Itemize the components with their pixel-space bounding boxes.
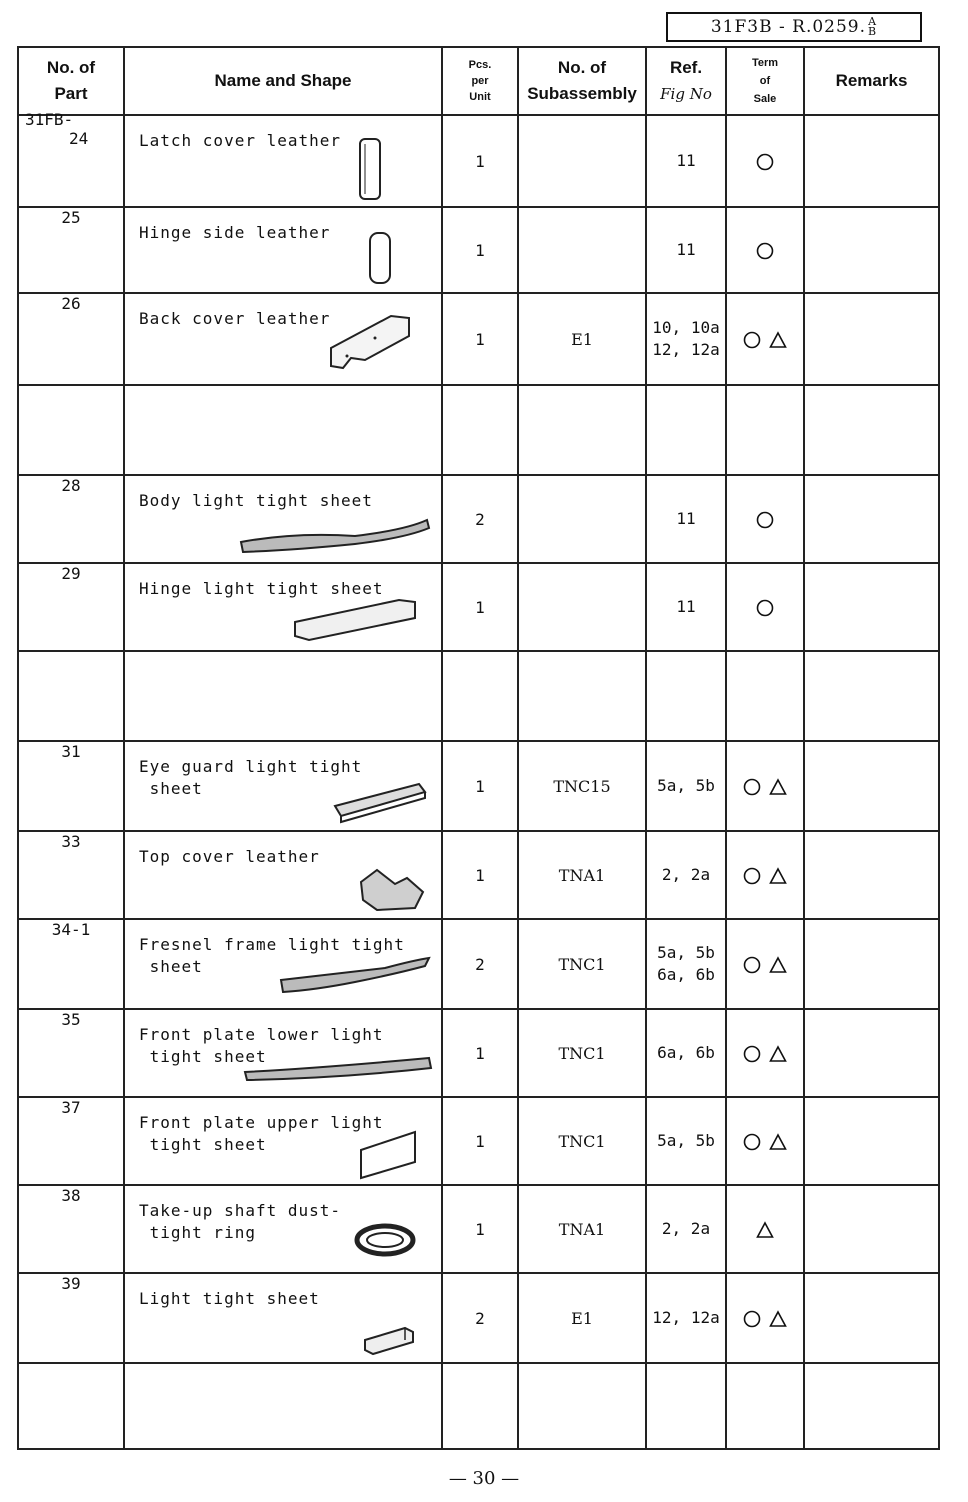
ref-fig-value: 11 xyxy=(676,151,696,170)
ref-fig-cell xyxy=(646,385,726,475)
pcs-per-unit-cell: 2 xyxy=(442,919,518,1009)
name-shape-cell xyxy=(124,475,442,563)
ref-fig-cell xyxy=(646,115,726,207)
term-of-sale-cell xyxy=(726,293,804,385)
part-number: 28 xyxy=(61,476,81,495)
remarks-cell xyxy=(804,293,939,385)
name-shape-cell xyxy=(124,651,442,741)
subassembly-cell: TNC1 xyxy=(518,1097,646,1185)
name-shape-cell xyxy=(124,115,442,207)
term-of-sale-cell xyxy=(726,919,804,1009)
part-number-cell xyxy=(18,1009,124,1097)
term-of-sale-cell xyxy=(726,385,804,475)
part-number: 26 xyxy=(61,294,81,313)
name-shape-cell xyxy=(124,207,442,293)
part-number-cell xyxy=(18,475,124,563)
ref-fig-cell xyxy=(646,1185,726,1273)
triangle-symbol-icon xyxy=(769,1310,787,1328)
part-number-cell xyxy=(18,110,124,207)
subassembly-cell: TNA1 xyxy=(518,831,646,919)
remarks-cell xyxy=(804,1363,939,1449)
light-tight-sheet-image xyxy=(361,1320,425,1360)
hinge-light-tight-sheet-image xyxy=(289,594,421,646)
remarks-cell xyxy=(804,1097,939,1185)
circle-symbol-icon xyxy=(756,599,774,617)
ref-fig-value: 11 xyxy=(676,240,696,259)
part-number: 35 xyxy=(61,1010,81,1029)
pcs-per-unit-cell xyxy=(442,1363,518,1449)
subassembly-cell: TNC1 xyxy=(518,919,646,1009)
table-row xyxy=(18,115,939,207)
ref-fig-value: 12, 12a xyxy=(652,1308,720,1327)
pcs-per-unit-cell: 1 xyxy=(442,741,518,831)
part-number: 25 xyxy=(61,208,81,227)
revision-marker: A B xyxy=(868,15,878,38)
table-row xyxy=(18,207,939,293)
part-number: 33 xyxy=(61,832,81,851)
part-number-cell xyxy=(18,293,124,385)
subassembly-cell xyxy=(518,207,646,293)
subassembly-cell: TNA1 xyxy=(518,1185,646,1273)
part-number: 34-1 xyxy=(51,920,91,939)
table-row xyxy=(18,651,939,741)
part-number-cell xyxy=(18,385,124,475)
name-shape-cell xyxy=(124,1363,442,1449)
table-row xyxy=(18,475,939,563)
front-plate-lower-sheet-image xyxy=(241,1050,437,1090)
part-number-cell xyxy=(18,1363,124,1449)
circle-symbol-icon xyxy=(756,153,774,171)
header-term-of-sale: Term of Sale xyxy=(726,47,804,115)
header-part-no: No. of Part xyxy=(18,47,124,115)
term-of-sale-cell xyxy=(726,563,804,651)
subassembly-cell xyxy=(518,1363,646,1449)
name-shape-cell xyxy=(124,385,442,475)
parts-list-table xyxy=(17,46,940,1450)
pcs-per-unit-cell: 1 xyxy=(442,1185,518,1273)
pcs-per-unit-cell: 1 xyxy=(442,831,518,919)
table-row xyxy=(18,741,939,831)
name-shape-cell xyxy=(124,741,442,831)
part-name: Top cover leather xyxy=(139,847,320,866)
pcs-per-unit-cell: 1 xyxy=(442,563,518,651)
ref-fig-value: 10, 10a 12, 12a xyxy=(652,318,720,359)
latch-cover-leather-image xyxy=(355,136,385,202)
ref-fig-cell xyxy=(646,293,726,385)
body-light-tight-sheet-image xyxy=(235,512,435,554)
pcs-per-unit-cell: 2 xyxy=(442,1273,518,1363)
remarks-cell xyxy=(804,741,939,831)
ref-fig-cell xyxy=(646,1273,726,1363)
table-row xyxy=(18,385,939,475)
ref-fig-value: 5a, 5b xyxy=(657,1131,715,1150)
hinge-side-leather-image xyxy=(365,228,395,288)
ref-fig-value: 11 xyxy=(676,597,696,616)
subassembly-cell: E1 xyxy=(518,1273,646,1363)
ref-fig-cell xyxy=(646,651,726,741)
pcs-per-unit-cell: 1 xyxy=(442,207,518,293)
name-shape-cell xyxy=(124,919,442,1009)
triangle-symbol-icon xyxy=(769,331,787,349)
page-number: — 30 — xyxy=(448,1468,520,1489)
part-name: Latch cover leather xyxy=(139,131,342,150)
remarks-cell xyxy=(804,919,939,1009)
remarks-cell xyxy=(804,651,939,741)
triangle-symbol-icon xyxy=(769,867,787,885)
circle-symbol-icon xyxy=(756,242,774,260)
name-shape-cell xyxy=(124,1185,442,1273)
triangle-symbol-icon xyxy=(769,1045,787,1063)
remarks-cell xyxy=(804,475,939,563)
ref-fig-cell xyxy=(646,919,726,1009)
circle-symbol-icon xyxy=(743,956,761,974)
subassembly-cell xyxy=(518,563,646,651)
remarks-cell xyxy=(804,1273,939,1363)
table-row xyxy=(18,919,939,1009)
subassembly-cell: E1 xyxy=(518,293,646,385)
ref-fig-value: 2, 2a xyxy=(661,1219,711,1238)
pcs-per-unit-cell: 1 xyxy=(442,1097,518,1185)
part-name: Front plate upper light tight sheet xyxy=(139,1113,384,1154)
remarks-cell xyxy=(804,1185,939,1273)
circle-symbol-icon xyxy=(756,511,774,529)
term-of-sale-cell xyxy=(726,1097,804,1185)
pcs-per-unit-cell: 1 xyxy=(442,1009,518,1097)
table-row xyxy=(18,293,939,385)
document-reference-box xyxy=(666,12,922,42)
term-of-sale-cell xyxy=(726,741,804,831)
remarks-cell xyxy=(804,1009,939,1097)
pcs-per-unit-cell: 1 xyxy=(442,115,518,207)
circle-symbol-icon xyxy=(743,867,761,885)
circle-symbol-icon xyxy=(743,778,761,796)
table-row xyxy=(18,563,939,651)
table-row xyxy=(18,1009,939,1097)
part-number: 31 xyxy=(61,742,81,761)
remarks-cell xyxy=(804,563,939,651)
triangle-symbol-icon xyxy=(769,1133,787,1151)
header-ref: Ref. Fig No xyxy=(646,47,726,115)
table-row xyxy=(18,1363,939,1449)
part-prefix: 31FB- xyxy=(25,110,74,129)
remarks-cell xyxy=(804,207,939,293)
circle-symbol-icon xyxy=(743,1045,761,1063)
triangle-symbol-icon xyxy=(756,1221,774,1239)
ref-fig-cell xyxy=(646,475,726,563)
part-name: Fresnel frame light tight sheet xyxy=(139,935,405,976)
header-pcs-per-unit: Pcs. per Unit xyxy=(442,47,518,115)
subassembly-cell xyxy=(518,651,646,741)
table-row xyxy=(18,1097,939,1185)
ref-fig-value: 5a, 5b xyxy=(657,776,715,795)
part-number-cell xyxy=(18,741,124,831)
subassembly-cell: TNC1 xyxy=(518,1009,646,1097)
ref-fig-value: 2, 2a xyxy=(661,865,711,884)
term-of-sale-cell xyxy=(726,651,804,741)
name-shape-cell xyxy=(124,1097,442,1185)
top-cover-leather-image xyxy=(355,862,429,918)
circle-symbol-icon xyxy=(743,1310,761,1328)
ref-fig-cell xyxy=(646,1009,726,1097)
term-of-sale-cell xyxy=(726,475,804,563)
term-of-sale-cell xyxy=(726,1185,804,1273)
table-row xyxy=(18,1273,939,1363)
part-name: Back cover leather xyxy=(139,309,331,328)
part-number-cell xyxy=(18,651,124,741)
subassembly-cell: TNC15 xyxy=(518,741,646,831)
ref-fig-value: 6a, 6b xyxy=(657,1043,715,1062)
part-name: Front plate lower light tight sheet xyxy=(139,1025,384,1066)
part-number-cell xyxy=(18,563,124,651)
circle-symbol-icon xyxy=(743,331,761,349)
header-subassembly: No. of Subassembly xyxy=(518,47,646,115)
part-number-cell xyxy=(18,1273,124,1363)
pcs-per-unit-cell: 2 xyxy=(442,475,518,563)
subassembly-cell xyxy=(518,475,646,563)
pcs-per-unit-cell: 1 xyxy=(442,293,518,385)
name-shape-cell xyxy=(124,293,442,385)
remarks-cell xyxy=(804,831,939,919)
triangle-symbol-icon xyxy=(769,778,787,796)
part-number-cell xyxy=(18,1097,124,1185)
ref-fig-value: 11 xyxy=(676,509,696,528)
term-of-sale-cell xyxy=(726,115,804,207)
name-shape-cell xyxy=(124,563,442,651)
pcs-per-unit-cell xyxy=(442,651,518,741)
header-remarks: Remarks xyxy=(804,47,939,115)
fresnel-frame-sheet-image xyxy=(275,950,435,1000)
part-name: Light tight sheet xyxy=(139,1289,320,1308)
circle-symbol-icon xyxy=(743,1133,761,1151)
pcs-per-unit-cell xyxy=(442,385,518,475)
ref-fig-cell xyxy=(646,741,726,831)
document-reference-code: 31F3B - R.0259. xyxy=(710,17,867,37)
term-of-sale-cell xyxy=(726,1363,804,1449)
part-number-cell xyxy=(18,207,124,293)
part-number: 29 xyxy=(61,564,81,583)
subassembly-cell xyxy=(518,115,646,207)
triangle-symbol-icon xyxy=(769,956,787,974)
table-row xyxy=(18,831,939,919)
part-number-cell xyxy=(18,831,124,919)
part-number-cell xyxy=(18,1185,124,1273)
part-name: Hinge side leather xyxy=(139,223,331,242)
name-shape-cell xyxy=(124,1009,442,1097)
table-row xyxy=(18,1185,939,1273)
part-name: Take-up shaft dust- tight ring xyxy=(139,1201,342,1242)
name-shape-cell xyxy=(124,831,442,919)
subassembly-cell xyxy=(518,385,646,475)
term-of-sale-cell xyxy=(726,1009,804,1097)
dust-tight-ring-image xyxy=(351,1218,419,1264)
remarks-cell xyxy=(804,385,939,475)
eye-guard-sheet-image xyxy=(331,778,429,826)
ref-fig-cell xyxy=(646,1363,726,1449)
front-plate-upper-sheet-image xyxy=(355,1128,421,1182)
part-number: 37 xyxy=(61,1098,81,1117)
ref-fig-cell xyxy=(646,1097,726,1185)
ref-fig-cell xyxy=(646,831,726,919)
ref-fig-cell xyxy=(646,563,726,651)
part-name: Hinge light tight sheet xyxy=(139,579,384,598)
name-shape-cell xyxy=(124,1273,442,1363)
back-cover-leather-image xyxy=(325,308,415,374)
term-of-sale-cell xyxy=(726,207,804,293)
part-number: 39 xyxy=(61,1274,81,1293)
header-name-shape: Name and Shape xyxy=(124,47,442,115)
term-of-sale-cell xyxy=(726,831,804,919)
part-name: Eye guard light tight sheet xyxy=(139,757,363,798)
ref-fig-value: 5a, 5b 6a, 6b xyxy=(657,943,715,984)
part-number: 24 xyxy=(69,129,89,148)
part-number: 38 xyxy=(61,1186,81,1205)
remarks-cell xyxy=(804,115,939,207)
ref-fig-cell xyxy=(646,207,726,293)
term-of-sale-cell xyxy=(726,1273,804,1363)
part-name: Body light tight sheet xyxy=(139,491,373,510)
table-header-row xyxy=(18,47,939,115)
part-number-cell xyxy=(18,919,124,1009)
